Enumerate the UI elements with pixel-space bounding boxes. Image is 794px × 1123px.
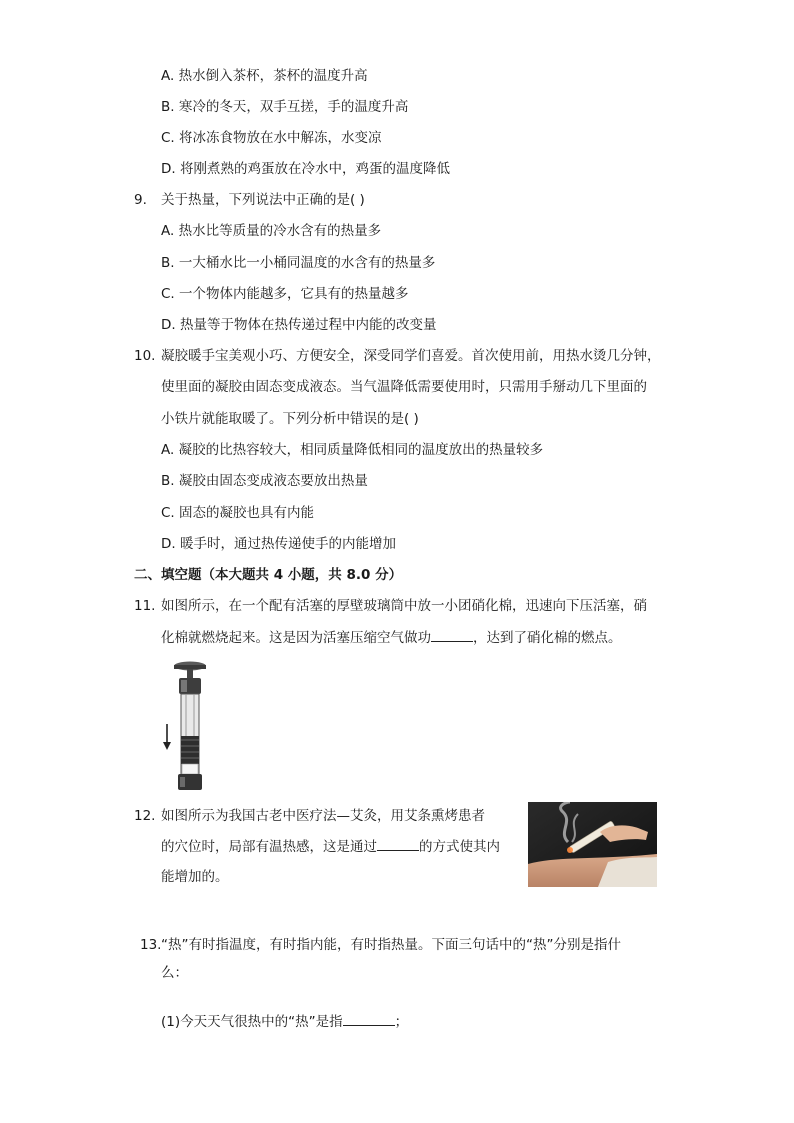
section-2-title: 二、填空题（本大题共 4 小题，共 8.0 分） [134, 567, 403, 583]
q11-line-2-before: 化棉就燃烧起来。这是因为活塞压缩空气做功 [161, 630, 431, 646]
q13-sub-1-answer-blank[interactable] [343, 1011, 395, 1026]
q9-option-a: A. 热水比等质量的冷水含有的热量多 [161, 223, 382, 239]
q13-line-1: “热”有时指温度，有时指内能，有时指热量。下面三句话中的“热”分别是指什 [161, 937, 621, 953]
piston-rod [187, 669, 193, 679]
q9-option-c: C. 一个物体内能越多，它具有的热量越多 [161, 286, 409, 302]
q13-sub-1-after: ； [394, 1014, 409, 1030]
q12-line-3: 能增加的。 [161, 869, 229, 885]
q12-line-1: 如图所示为我国古老中医疗法—艾灸，用艾条熏烤患者 [161, 808, 485, 824]
q11-number: 11. [134, 598, 156, 614]
q8-option-a: A. 热水倒入茶杯，茶杯的温度升高 [161, 68, 368, 84]
q11-line-1: 如图所示，在一个配有活塞的厚壁玻璃筒中放一小团硝化棉，迅速向下压活塞，硝 [161, 598, 647, 614]
q9-stem: 关于热量，下列说法中正确的是( ) [161, 192, 365, 208]
q10-option-a: A. 凝胶的比热容较大，相同质量降低相同的温度放出的热量较多 [161, 442, 544, 458]
q10-stem-line-1: 凝胶暖手宝美观小巧、方便安全，深受同学们喜爱。首次使用前，用热水烫几分钟， [161, 348, 661, 364]
q8-option-c: C. 将冰冻食物放在水中解冻，水变凉 [161, 130, 382, 146]
q13-line-2: 么： [161, 965, 188, 981]
moxibustion-photo [528, 802, 657, 887]
q10-stem-line-2: 使里面的凝胶由固态变成液态。当气温降低需要使用时，只需用手掰动几下里面的 [161, 379, 647, 395]
q11-line-2-after: ，达到了硝化棉的燃点。 [473, 630, 622, 646]
q10-option-b: B. 凝胶由固态变成液态要放出热量 [161, 473, 368, 489]
q9-option-b: B. 一大桶水比一小桶同温度的水含有的热量多 [161, 255, 436, 271]
q10-option-d: D. 暖手时，通过热传递使手的内能增加 [161, 536, 396, 552]
q8-option-b: B. 寒冷的冬天，双手互搓，手的温度升高 [161, 99, 409, 115]
q11-answer-blank[interactable] [431, 627, 473, 642]
q11-line-2 [161, 627, 622, 648]
nitrocellulose-cotton [182, 764, 198, 774]
q9-number: 9. [134, 192, 147, 208]
q13-sub-1 [161, 1011, 408, 1032]
q13-number: 13. [140, 937, 162, 953]
q10-stem-line-3: 小铁片就能取暖了。下列分析中错误的是( ) [161, 411, 419, 427]
q10-option-c: C. 固态的凝胶也具有内能 [161, 505, 315, 521]
q12-line-2-after: 的方式使其内 [419, 839, 500, 855]
q10-number: 10. [134, 348, 156, 364]
q12-line-2-before: 的穴位时，局部有温热感，这是通过 [161, 839, 377, 855]
piston-cylinder-figure [160, 660, 216, 792]
q13-sub-1-before: (1)今天天气很热中的“热”是指 [161, 1014, 343, 1030]
q12-line-2 [161, 836, 500, 857]
q8-option-d: D. 将刚煮熟的鸡蛋放在冷水中，鸡蛋的温度降低 [161, 161, 450, 177]
q9-option-d: D. 热量等于物体在热传递过程中内能的改变量 [161, 317, 437, 333]
q12-answer-blank[interactable] [377, 836, 419, 851]
q12-number: 12. [134, 808, 156, 824]
